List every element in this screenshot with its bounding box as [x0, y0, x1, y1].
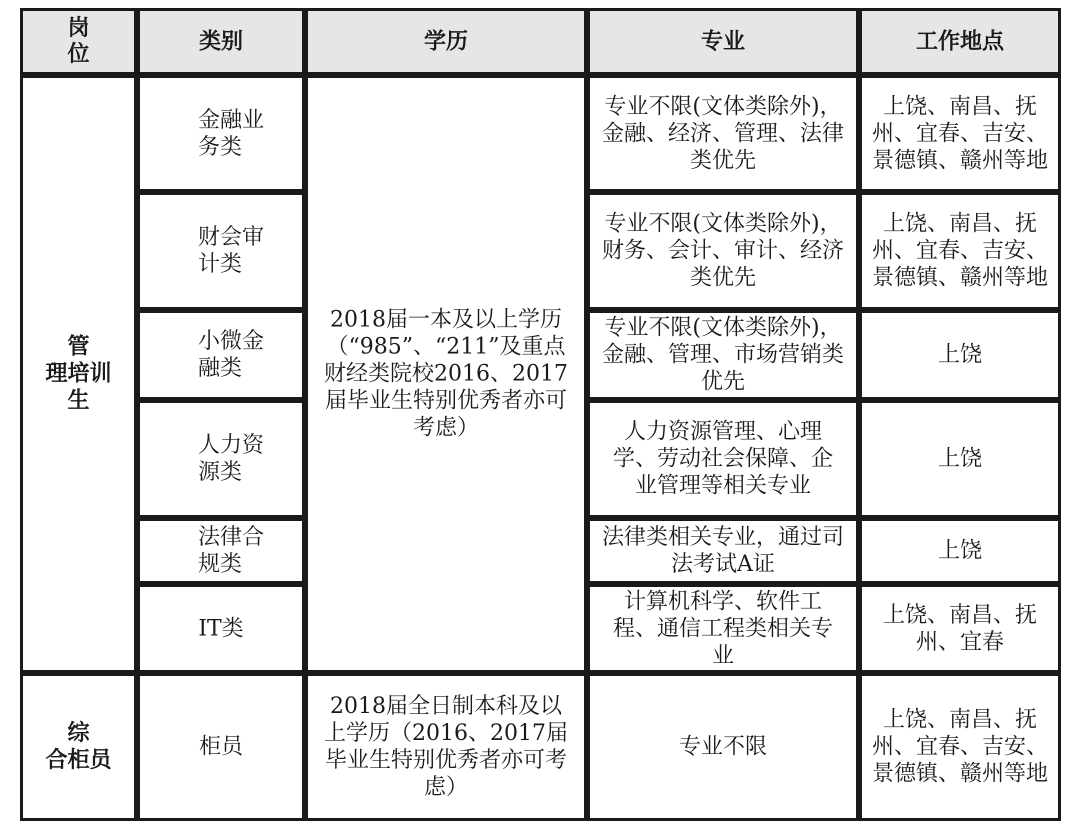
education-cell [305, 673, 587, 821]
major-text: 专业不限(文体类除外)，金融、经济、管理、法律类优先 [602, 94, 845, 173]
header-major [587, 8, 859, 75]
category-text: IT类 [198, 616, 244, 641]
header-education-label: 学历 [423, 29, 468, 54]
location-text: 上饶、南昌、抚州、宜春 [882, 602, 1037, 655]
category-cell [137, 673, 305, 821]
header-position-label: 岗 位 [67, 15, 90, 67]
location-text: 上饶、南昌、抚州、宜春、吉安、景德镇、赣州等地 [872, 707, 1049, 787]
location-cell [859, 673, 1061, 821]
category-cell [137, 75, 305, 192]
category-cell [137, 400, 305, 518]
group-name: 管 理培训 生 [45, 334, 112, 414]
location-cell [859, 192, 1061, 310]
location-cell [859, 75, 1061, 192]
major-cell [587, 584, 859, 673]
location-cell [859, 400, 1061, 518]
header-category-label: 类别 [198, 29, 243, 54]
category-text: 柜员 [198, 734, 243, 760]
category-cell [137, 310, 305, 400]
category-text: 金融业 务类 [198, 107, 265, 160]
group-name-cell [20, 75, 137, 673]
location-cell [859, 310, 1061, 400]
major-text: 法律类相关专业，通过司法考试A证 [602, 525, 845, 577]
major-text: 专业不限(文体类除外)，金融、管理、市场营销类优先 [602, 315, 845, 395]
category-text: 人力资 源类 [198, 433, 265, 485]
major-cell [587, 310, 859, 400]
header-category [137, 8, 305, 75]
location-text: 上饶、南昌、抚州、宜春、吉安、景德镇、赣州等地 [872, 211, 1049, 291]
header-location [859, 8, 1061, 75]
location-text: 上饶、南昌、抚州、宜春、吉安、景德镇、赣州等地 [872, 94, 1049, 173]
education-text: 2018届全日制本科及以上学历（2016、2017届毕业生特别优秀者亦可考虑） [324, 694, 568, 800]
major-cell [587, 518, 859, 584]
category-cell [137, 192, 305, 310]
location-text: 上饶 [937, 342, 982, 368]
major-text: 专业不限(文体类除外)，财务、会计、审计、经济类优先 [602, 211, 845, 291]
major-cell [587, 75, 859, 192]
category-text: 法律合 规类 [198, 525, 265, 577]
major-cell [587, 400, 859, 518]
education-cell [305, 75, 587, 673]
major-cell [587, 192, 859, 310]
header-major-label: 专业 [700, 29, 745, 54]
group-name-cell [20, 673, 137, 821]
major-text: 计算机科学、软件工程、通信工程类相关专业 [612, 589, 833, 668]
header-education [305, 8, 587, 75]
category-cell [137, 584, 305, 673]
location-cell [859, 518, 1061, 584]
major-text: 人力资源管理、心理学、劳动社会保障、企业管理等相关专业 [612, 419, 833, 499]
category-text: 财会审 计类 [198, 225, 265, 277]
location-text: 上饶 [937, 446, 982, 472]
location-cell [859, 584, 1061, 673]
header-location-label: 工作地点 [915, 29, 1004, 54]
category-text: 小微金 融类 [198, 329, 265, 381]
major-cell [587, 673, 859, 821]
education-text: 2018届一本及以上学历（“985”、“211”及重点财经类院校2016、2017届毕业生特别优秀者亦可考虑） [324, 307, 568, 441]
major-text: 专业不限 [678, 734, 767, 760]
category-cell [137, 518, 305, 584]
header-position [20, 8, 137, 75]
group-name: 综 合柜员 [45, 721, 112, 773]
location-text: 上饶 [937, 538, 982, 564]
